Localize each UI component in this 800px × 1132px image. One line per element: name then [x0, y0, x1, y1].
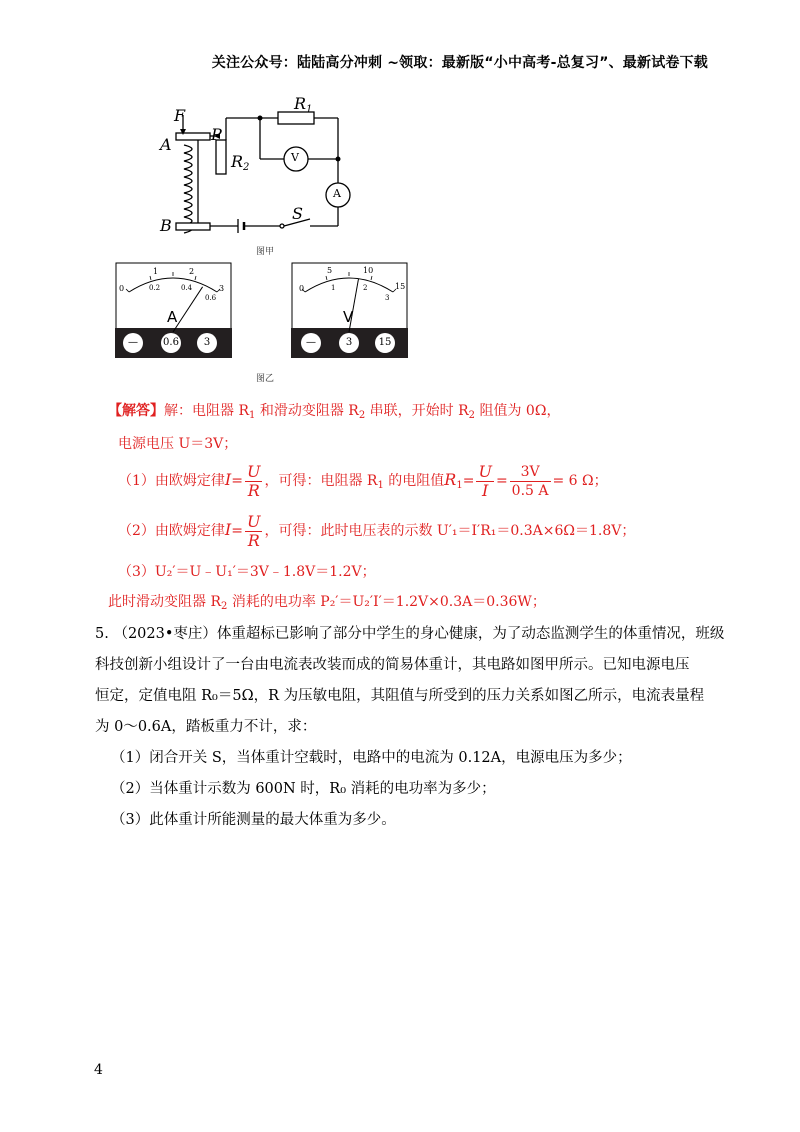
caption-jia: 图甲 — [256, 247, 275, 257]
q5-sub-1: （1）闭合开关 S，当体重计空载时，电路中的电流为 0.12A，电源电压为多少； — [111, 750, 632, 766]
ammeter-terminal-neg: — — [123, 333, 143, 353]
label-R2: $R_2$ — [231, 152, 250, 173]
ammeter-bottom-06: 0.6 — [205, 294, 217, 302]
q5-sub-2: （2）当体重计示数为 600N 时，R₀ 消耗的电功率为多少； — [111, 781, 496, 797]
page-header: 关注公众号：陆陆高分冲刺 ~领取：最新版“小中高考-总复习”、最新试卷下载 — [211, 55, 708, 71]
ammeter-top-1: 1 — [153, 267, 159, 276]
ammeter-terminal-3: 3 — [197, 333, 217, 353]
voltmeter-top-5: 5 — [327, 266, 333, 275]
voltmeter-terminal-3: 3 — [339, 333, 359, 353]
voltmeter-dial — [291, 262, 408, 358]
voltmeter-bottom-0: 0 — [299, 284, 305, 293]
label-V: V — [291, 151, 299, 164]
voltmeter-terminal-15: 15 — [375, 333, 395, 353]
voltmeter-bottom-3: 3 — [385, 294, 390, 302]
ammeter-letter: A — [167, 308, 178, 326]
label-ammeter: A — [333, 187, 341, 200]
solution-line-6: 此时滑动变阻器 $R_2$ 消耗的电功率 P₂′＝U₂′I′＝1.2V×0.3A＝0.36W； — [108, 594, 546, 612]
ammeter-bottom-02: 0.2 — [149, 284, 161, 292]
caption-yi: 图乙 — [256, 374, 275, 384]
q5-line-2: 科技创新小组设计了一台由电流表改装而成的简易体重计，其电路如图甲所示。已知电源电压 — [95, 657, 690, 673]
q5-line-4: 为 0～0.6A，踏板重力不计，求： — [95, 719, 317, 735]
label-F: F — [174, 106, 186, 125]
solution-line-1: 【解答】解：电阻器 $R_1$ 和滑动变阻器 $R_2$ 串联，开始时 $R_2$ 阻值为 0Ω， — [108, 403, 561, 421]
solution-line-3: （1）由欧姆定律I= $\frac{U}{R}$ ，可得：电阻器 $R_1$ 的电阻值$R_1=$ $\frac{U}{I}$ = $\frac{3V}{0.5 A}$ = 6 Ω； — [118, 461, 608, 500]
voltmeter-bottom-2: 2 — [363, 284, 368, 292]
voltmeter-top-15: 15 — [395, 282, 406, 291]
label-P: P — [211, 125, 222, 144]
solution-line-2: 电源电压 U＝3V； — [118, 436, 238, 452]
voltmeter-letter: V — [343, 308, 354, 326]
ammeter-scale-0: 0 — [119, 284, 125, 293]
ammeter-dial — [115, 262, 232, 358]
q5-sub-3: （3）此体重计所能测量的最大体重为多少。 — [111, 812, 396, 828]
voltmeter-top-10: 10 — [363, 266, 374, 275]
q5-line-1: 5. （2023•枣庄）体重超标已影响了部分中学生的身心健康，为了动态监测学生的体重情况，班级 — [95, 626, 725, 642]
voltmeter-terminal-neg: — — [301, 333, 321, 353]
page-number: 4 — [94, 1062, 103, 1078]
ammeter-top-2: 2 — [189, 267, 195, 276]
label-S: S — [292, 204, 303, 223]
solution-line-4: （2）由欧姆定律I= $\frac{U}{R}$ ，可得：此时电压表的示数 U′₁＝I′R₁＝0.3A×6Ω＝1.8V； — [118, 511, 636, 550]
q5-line-3: 恒定，定值电阻 R₀＝5Ω，R 为压敏电阻，其阻值与所受到的压力关系如图乙所示，电流表量程 — [95, 688, 705, 704]
label-A: A — [160, 135, 172, 154]
ammeter-terminal-06: 0.6 — [161, 333, 181, 353]
voltmeter-bottom-1: 1 — [331, 284, 336, 292]
label-B: B — [160, 216, 172, 235]
ammeter-top-3: 3 — [219, 284, 225, 293]
ammeter-bottom-04: 0.4 — [181, 284, 193, 292]
solution-line-5: （3）U₂′＝U﹣U₁′＝3V﹣1.8V＝1.2V； — [118, 564, 376, 580]
label-R1: $R_1$ — [294, 94, 313, 115]
